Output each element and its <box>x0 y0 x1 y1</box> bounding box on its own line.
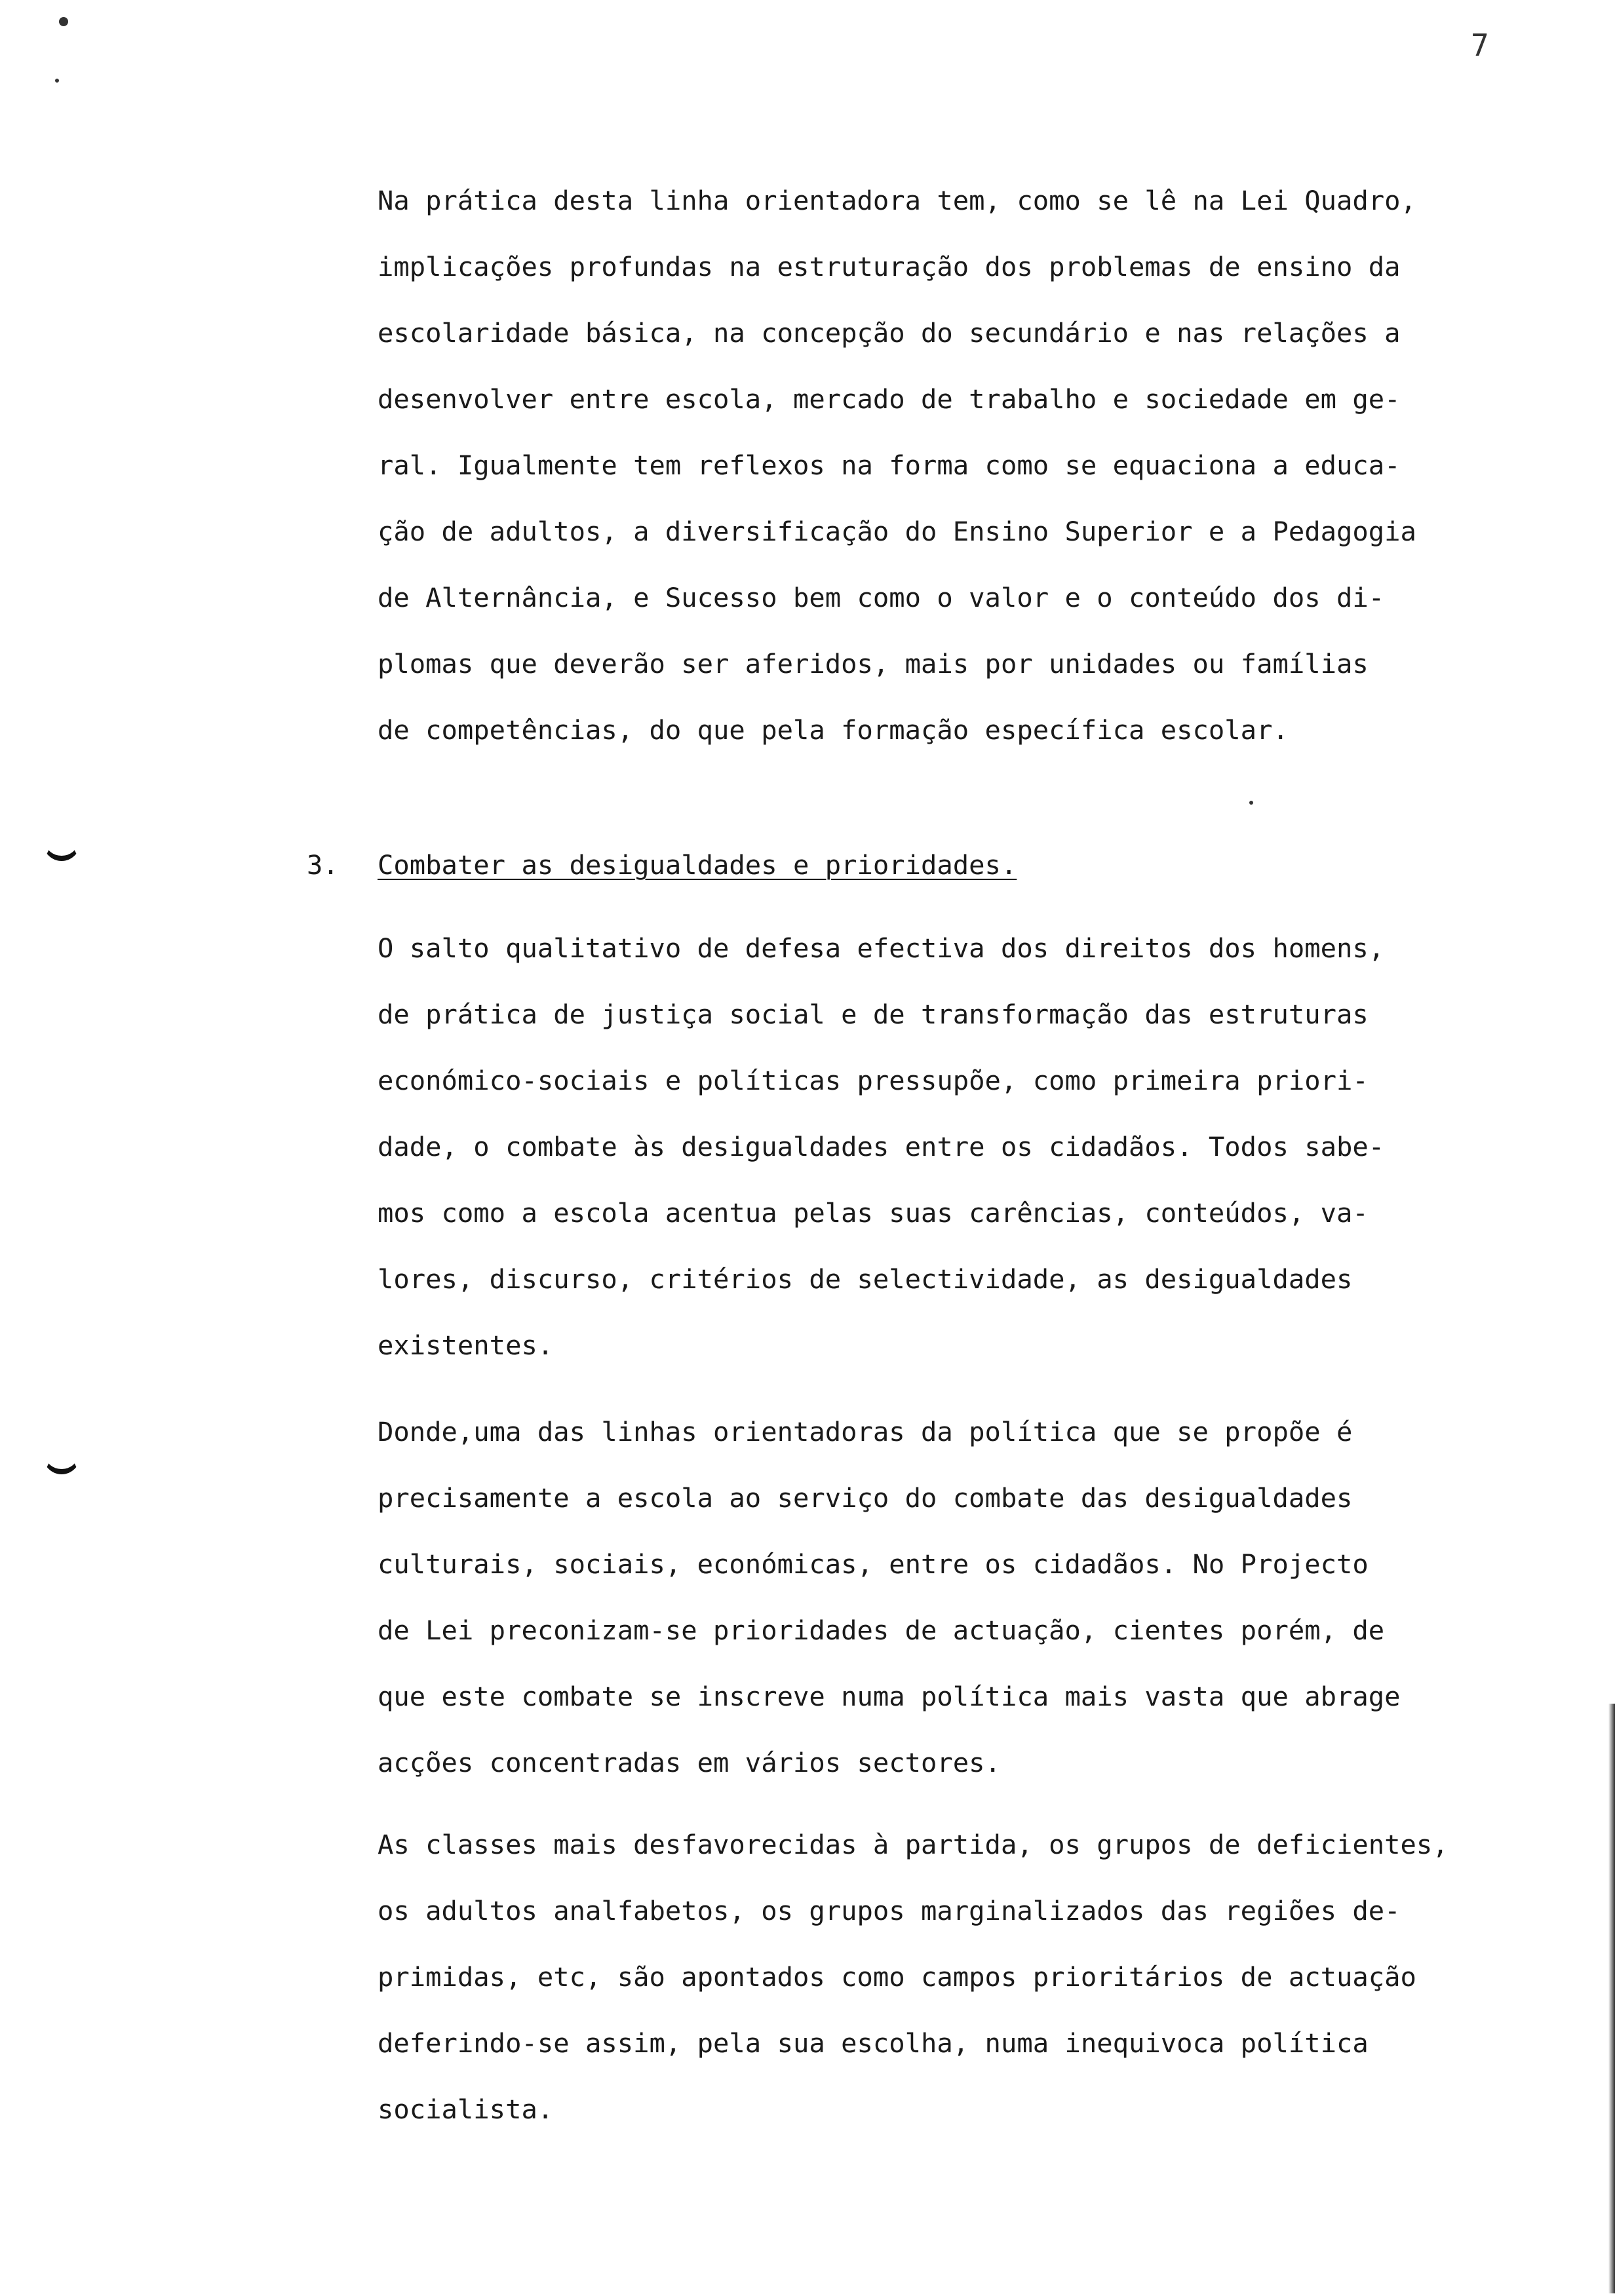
text-line: económico-sociais e políticas pressupõe, como primeira priori- <box>378 1065 1369 1096</box>
text-line: deferindo-se assim, pela sua escolha, numa inequivoca política <box>378 2027 1369 2059</box>
text-line: ção de adultos, a diversificação do Ensino Superior e a Pedagogia <box>378 516 1416 547</box>
scan-speck <box>55 79 59 83</box>
text-line: Na prática desta linha orientadora tem, como se lê na Lei Quadro, <box>378 185 1416 216</box>
text-line: de Lei preconizam-se prioridades de actuação, cientes porém, de <box>378 1615 1385 1646</box>
text-line: implicações profundas na estruturação dos problemas de ensino da <box>378 251 1401 282</box>
text-line: acções concentradas em vários sectores. <box>378 1747 1001 1778</box>
text-line: precisamente a escola ao serviço do combate das desigualdades <box>378 1482 1353 1514</box>
text-line: lores, discurso, critérios de selectividade, as desigualdades <box>378 1263 1353 1295</box>
scan-speck <box>1249 801 1253 805</box>
text-line: plomas que deverão ser aferidos, mais por unidades ou famílias <box>378 648 1369 679</box>
text-line: O salto qualitativo de defesa efectiva dos direitos dos homens, <box>378 932 1385 964</box>
text-line: dade, o combate às desigualdades entre os cidadãos. Todos sabe- <box>378 1131 1385 1162</box>
scan-edge-shadow <box>1608 1704 1615 2293</box>
text-line: de prática de justiça social e de transformação das estruturas <box>378 999 1369 1030</box>
section-title: Combater as desigualdades e prioridades. <box>378 849 1017 881</box>
text-line: socialista. <box>378 2094 554 2125</box>
scan-speck <box>59 17 68 26</box>
text-line: de competências, do que pela formação específica escolar. <box>378 714 1289 746</box>
punch-hole-mark <box>43 1438 80 1474</box>
text-line: ral. Igualmente tem reflexos na forma como se equaciona a educa- <box>378 450 1401 481</box>
text-line: culturais, sociais, económicas, entre os cidadãos. No Projecto <box>378 1548 1369 1580</box>
text-line: primidas, etc, são apontados como campos prioritários de actuação <box>378 1961 1416 1993</box>
text-line: que este combate se inscreve numa política mais vasta que abrage <box>378 1681 1401 1712</box>
text-line: desenvolver entre escola, mercado de trabalho e sociedade em ge- <box>378 383 1401 415</box>
text-line: Donde,uma das linhas orientadoras da política que se propõe é <box>378 1416 1353 1447</box>
section-number: 3. <box>307 849 339 881</box>
text-line: existentes. <box>378 1330 554 1361</box>
text-line: os adultos analfabetos, os grupos marginalizados das regiões de- <box>378 1895 1401 1926</box>
text-line: de Alternância, e Sucesso bem como o valor e o conteúdo dos di- <box>378 582 1385 613</box>
punch-hole-mark <box>43 824 80 861</box>
text-line: escolaridade básica, na concepção do secundário e nas relações a <box>378 317 1401 349</box>
text-line: As classes mais desfavorecidas à partida, os grupos de deficientes, <box>378 1829 1449 1860</box>
text-line: mos como a escola acentua pelas suas carências, conteúdos, va- <box>378 1197 1369 1229</box>
page-number: 7 <box>1471 28 1489 63</box>
